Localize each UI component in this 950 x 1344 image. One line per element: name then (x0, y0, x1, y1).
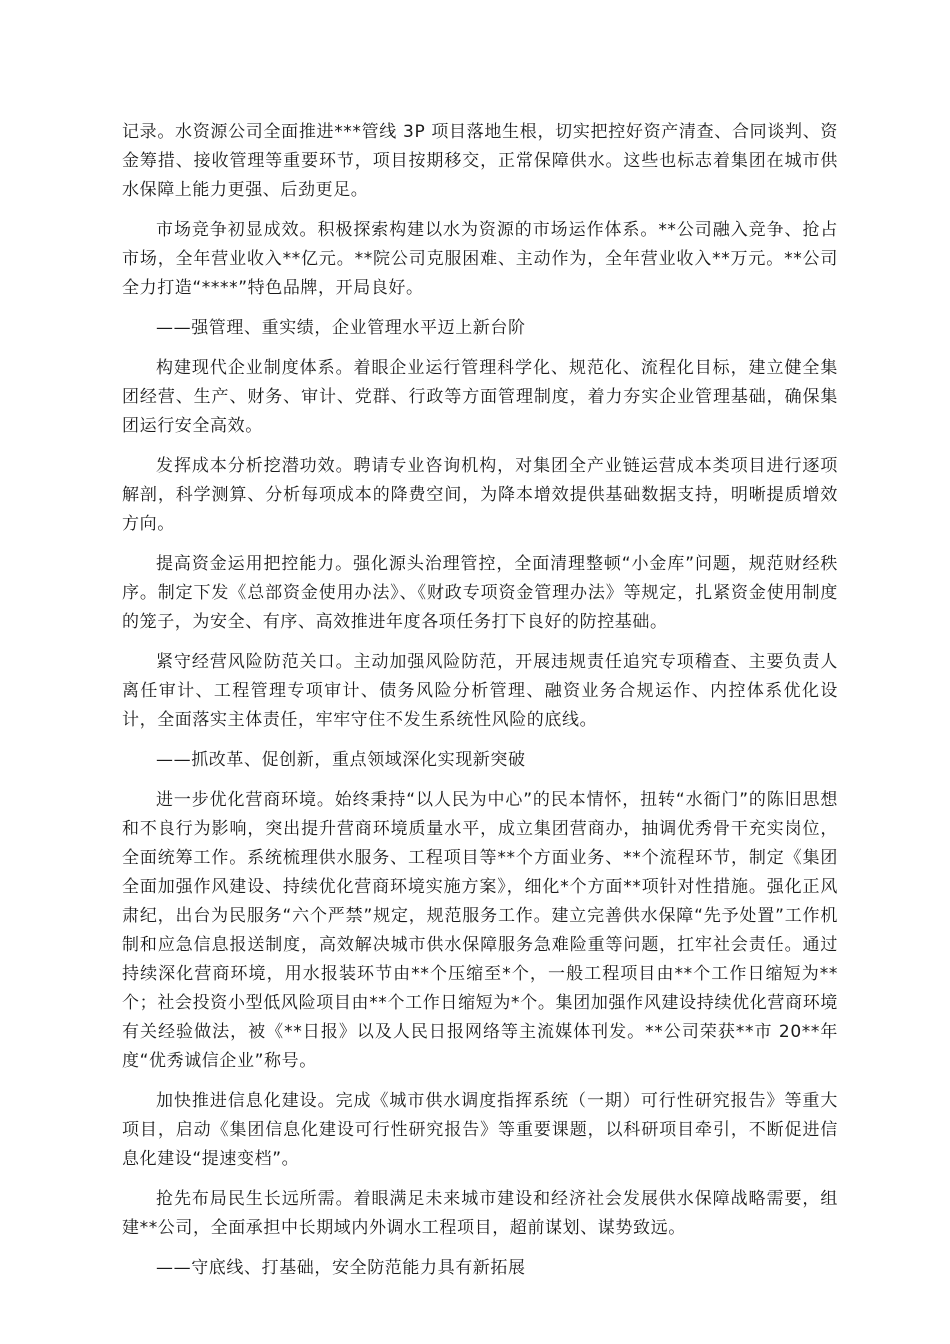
paragraph-continuation: 记录。水资源公司全面推进***管线 3P 项目落地生根，切实把控好资产清查、合同谈判、资金筹措、接收管理等重要环节，项目按期移交，正常保障供水。这些也标志着集团在城市供水保障上能力更强、后劲更足。 (122, 122, 838, 200)
paragraph-business-environment: 进一步优化营商环境。始终秉持“以人民为中心”的民本情怀，扭转“水衙门”的陈旧思想和不良行为影响，突出提升营商环境质量水平，成立集团营商办，抽调优秀骨干充实岗位，全面统筹工作。系统梳理供水服务、工程项目等**个方面业务、**个流程环节，制定《集团全面加强作风建设、持续优化营商环境实施方案》，细化*个方面**项针对性措施。强化正风肃纪，出台为民服务“六个严禁”规定，规范服务工作。建立完善供水保障“先予处置”工作机制和应急信息报送制度，高效解决城市供水保障服务急难险重等问题，扛牢社会责任。通过持续深化营商环境，用水报装环节由**个压缩至*个，一般工程项目由**个工作日缩短为**个；社会投资小型低风险项目由**个工作日缩短为*个。集团加强作风建设持续优化营商环境有关经验做法，被《**日报》以及人民日报网络等主流媒体刊发。**公司荣获**市 20**年度“优秀诚信企业”称号。 (122, 790, 838, 1071)
paragraph-livelihood-layout: 抢先布局民生长远所需。着眼满足未来城市建设和经济社会发展供水保障战略需要，组建**公司，全面承担中长期域内外调水工程项目，超前谋划、谋势致远。 (122, 1189, 838, 1238)
document-page (122, 118, 838, 1294)
paragraph-enterprise-system: 构建现代企业制度体系。着眼企业运行管理科学化、规范化、流程化目标，建立健全集团经营、生产、财务、审计、党群、行政等方面管理制度，着力夯实企业管理基础，确保集团运行安全高效。 (122, 358, 838, 436)
paragraph-cost-analysis: 发挥成本分析挖潜功效。聘请专业咨询机构，对集团全产业链运营成本类项目进行逐项解剖，科学测算、分析每项成本的降费空间，为降本增效提供基础数据支持，明晰提质增效方向。 (122, 456, 838, 534)
section-heading-safety: ——守底线、打基础，安全防范能力具有新拓展 (156, 1258, 526, 1278)
paragraph-risk-prevention: 紧守经营风险防范关口。主动加强风险防范，开展违规责任追究专项稽查、主要负责人离任审计、工程管理专项审计、债务风险分析管理、融资业务合规运作、内控体系优化设计，全面落实主体责任，牢牢守住不发生系统性风险的底线。 (122, 652, 838, 730)
paragraph-informatization: 加快推进信息化建设。完成《城市供水调度指挥系统（一期）可行性研究报告》等重大项目，启动《集团信息化建设可行性研究报告》等重要课题，以科研项目牵引，不断促进信息化建设“提速变档”。 (122, 1091, 838, 1169)
paragraph-fund-control: 提高资金运用把控能力。强化源头治理管控，全面清理整顿“小金库”问题，规范财经秩序。制定下发《总部资金使用办法》、《财政专项资金管理办法》等规定，扎紧资金使用制度的笼子，为安全、有序、高效推进年度各项任务打下良好的防控基础。 (122, 554, 838, 632)
section-heading-reform: ——抓改革、促创新，重点领域深化实现新突破 (156, 750, 526, 770)
paragraph-market-competition: 市场竞争初显成效。积极探索构建以水为资源的市场运作体系。**公司融入竞争、抢占市场，全年营业收入**亿元。**院公司克服困难、主动作为，全年营业收入**万元。**公司全力打造“****”特色品牌，开局良好。 (122, 220, 838, 298)
section-heading-management: ——强管理、重实绩，企业管理水平迈上新台阶 (156, 318, 526, 338)
